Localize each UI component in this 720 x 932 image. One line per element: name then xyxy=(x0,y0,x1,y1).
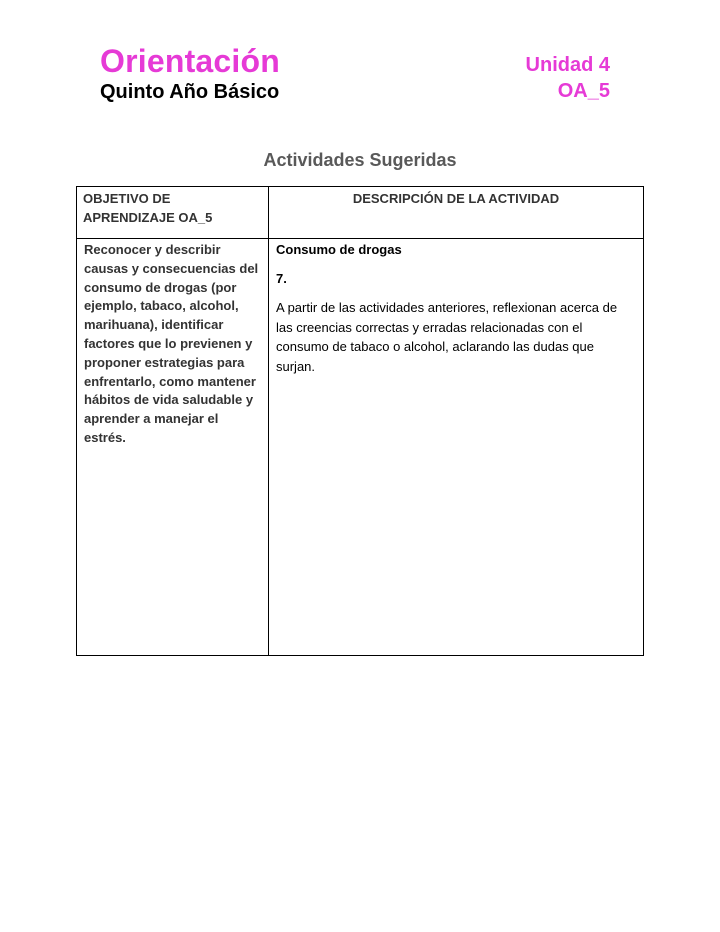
objective-code: OA_5 xyxy=(557,80,610,102)
objective-text: Reconocer y describir causas y consecuencias del consumo de drogas (por ejemplo, tabaco, alcohol, marihuana), identificar factores que lo previenen y proponer estrategias para enfrentarlo, como mantener hábitos de vida saludable y aprender a manejar el estrés. xyxy=(77,239,269,656)
document-header-left xyxy=(100,42,280,104)
table-header-row xyxy=(77,187,644,239)
table-row xyxy=(77,239,644,656)
section-title: Actividades Sugeridas xyxy=(263,150,457,170)
subject-title: Orientación xyxy=(100,43,281,79)
objective-column-header: OBJETIVO DE APRENDIZAJE OA_5 xyxy=(77,187,269,239)
activity-text: A partir de las actividades anteriores, reflexionan acerca de las creencias correctas y erradas relacionadas con el consumo de tabaco o alcohol, aclarando las dudas que surjan. xyxy=(276,300,618,374)
activity-number: 7. xyxy=(276,271,287,286)
activity-title: Consumo de drogas xyxy=(276,242,402,257)
description-column-header: DESCRIPCIÓN DE LA ACTIVIDAD xyxy=(269,187,644,239)
activity-description-cell xyxy=(269,239,644,656)
activities-table xyxy=(76,186,644,656)
grade-level: Quinto Año Básico xyxy=(100,81,280,103)
unit-label: Unidad 4 xyxy=(525,54,610,76)
document-header-right xyxy=(526,52,610,104)
